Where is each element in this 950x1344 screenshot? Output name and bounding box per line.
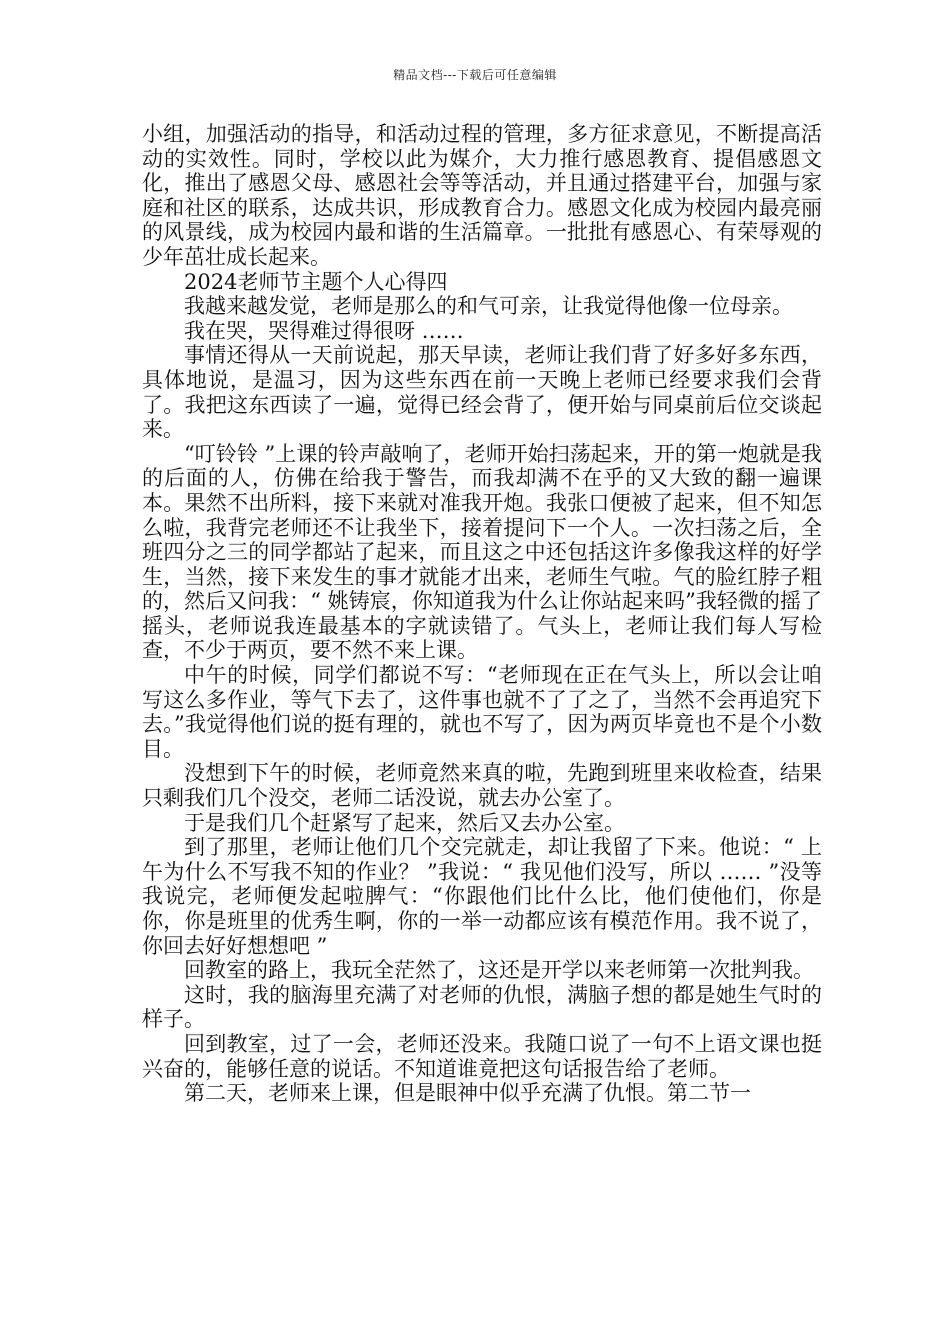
paragraph-4: 我在哭，哭得难过得很呀 …… — [184, 318, 464, 343]
paragraph-9: 于是我们几个赶紧写了起来，然后又去办公室。 — [184, 810, 625, 835]
page-header: 精品文档---下载后可任意编辑 — [393, 68, 557, 82]
paragraph-7: 中午的时候，同学们都说不写：“老师现在正在气头上，所以会让咱写这么多作业，等气下去了，这件事也就不了了之了，当然不会再追究下去。”我觉得他们说的挺有理的，就也不写了，因为两页毕竟也不是个小数目。 — [142, 663, 822, 761]
paragraph-8: 没想到下午的时候，老师竟然来真的啦，先跑到班里来收检查，结果只剩我们几个没交，老师二话没说，就去办公室了。 — [142, 761, 822, 811]
paragraph-6: “叮铃铃 ”上课的铃声敲响了，老师开始扫荡起来，开的第一炮就是我的后面的人，仿佛在给我于警告，而我却满不在乎的又大致的翻一遍课本。果然不出所料，接下来就对准我开炮。我张口便被了起来，但不知怎么啦，我背完老师还不让我坐下，接着提问下一个人。一次扫荡之后，全班四分之三的同学都站了起来，而且这之中还包括这许多像我这样的好学生，当然，接下来发生的事才就能才出来，老师生气啦。气的脸红脖子粗的，然后又问我：“ 姚铸宸，你知道我为什么让你站起来吗”我轻微的摇了摇头，老师说我连最基本的字就读错了。气头上，老师让我们每人写检查，不少于两页，要不然不来上课。 — [142, 441, 822, 663]
paragraph-14: 第二天，老师来上课，但是眼神中似乎充满了仇恨。第二节一 — [184, 1081, 751, 1106]
paragraph-13: 回到教室，过了一会，老师还没来。我随口说了一句不上语文课也挺兴奋的，能够任意的说话。不知道谁竟把这句话报告给了老师。 — [142, 1031, 822, 1081]
paragraph-5: 事情还得从一天前说起，那天早读，老师让我们背了好多好多东西，具体地说，是温习，因为这些东西在前一天晚上老师已经要求我们会背了。我把这东西读了一遍，觉得已经会背了，便开始与同桌前后位交谈起来。 — [142, 343, 822, 442]
section-title: 2024老师节主题个人心得四 — [184, 269, 448, 294]
paragraph-1: 小组，加强活动的指导，和活动过程的管理，多方征求意见，不断提高活动的实效性。同时，学校以此为媒介，大力推行感恩教育、提倡感恩文化，推出了感恩父母、感恩社会等等活动，并且通过搭建平台，加强与家庭和社区的联系，达成共识，形成教育合力。感恩文化成为校园内最亮丽的风景线，成为校园内最和谐的生活篇章。一批批有感恩心、有荣辱观的少年茁壮成长起来。 — [142, 122, 822, 269]
paragraph-10: 到了那里，老师让他们几个交完就走，却让我留了下来。他说：“ 上午为什么不写我不知的作业？ ”我说：“ 我见他们没写，所以 …… ”没等我说完，老师便发起啦脾气：“你跟他们比什么比，他们使他们，你是你，你是班里的优秀生啊，你的一举一动都应该有模范作用。我不说了，你回去好好想想吧 ” — [142, 835, 822, 958]
paragraph-3: 我越来越发觉，老师是那么的和气可亲，让我觉得他像一位母亲。 — [184, 294, 793, 319]
paragraph-11: 回教室的路上，我玩全茫然了，这还是开学以来老师第一次批判我。 — [184, 958, 814, 983]
document-body — [142, 122, 822, 1106]
paragraph-12: 这时，我的脑海里充满了对老师的仇恨，满脑子想的都是她生气时的样子。 — [142, 982, 822, 1032]
